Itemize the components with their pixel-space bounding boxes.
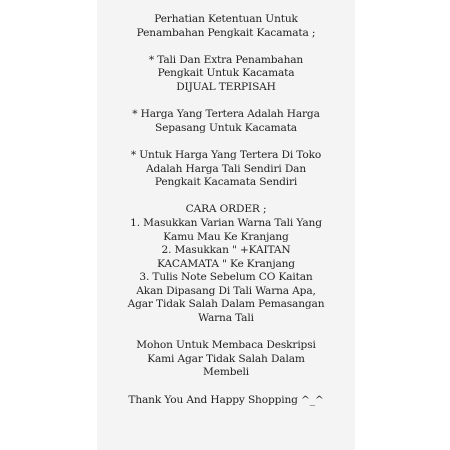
notice-paragraph-sold-separately bbox=[97, 54, 355, 95]
notice-text bbox=[97, 13, 355, 407]
notice-line: Pengkait Untuk Kacamata bbox=[157, 67, 295, 80]
notice-line: * Harga Yang Tertera Adalah Harga bbox=[132, 108, 320, 121]
paragraph-gap bbox=[97, 190, 355, 204]
notice-line: 1. Masukkan Varian Warna Tali Yang bbox=[130, 216, 322, 229]
notice-line: * Tali Dan Extra Penambahan bbox=[148, 53, 304, 66]
notice-line: Pengkait Kacamata Sendiri bbox=[154, 176, 298, 189]
notice-line: Warna Tali bbox=[198, 312, 254, 325]
notice-paragraph-store-price bbox=[97, 149, 355, 190]
notice-panel bbox=[97, 0, 355, 450]
notice-line: Perhatian Ketentuan Untuk bbox=[154, 13, 298, 25]
notice-line: Kamu Mau Ke Kranjang bbox=[163, 230, 289, 243]
notice-paragraph-read-description bbox=[97, 339, 355, 380]
notice-line: Thank You And Happy Shopping ^_^ bbox=[128, 393, 324, 406]
notice-paragraph-title bbox=[97, 13, 355, 40]
notice-line: Akan Dipasang Di Tali Warna Apa, bbox=[136, 284, 316, 297]
notice-line: Agar Tidak Salah Dalam Pemasangan bbox=[127, 298, 325, 311]
notice-line: 3. Tulis Note Sebelum CO Kaitan bbox=[139, 271, 313, 284]
paragraph-gap bbox=[97, 95, 355, 109]
notice-line: KACAMATA " Ke Kranjang bbox=[157, 257, 295, 270]
paragraph-gap bbox=[97, 40, 355, 54]
notice-line: Sepasang Untuk Kacamata bbox=[155, 121, 297, 134]
notice-line: Penambahan Pengkait Kacamata ; bbox=[136, 26, 316, 39]
notice-line: Membeli bbox=[203, 366, 249, 379]
notice-line: 2. Masukkan " +KAITAN bbox=[161, 244, 291, 257]
notice-line: Mohon Untuk Membaca Deskripsi bbox=[136, 339, 316, 352]
notice-line: Kami Agar Tidak Salah Dalam bbox=[147, 352, 305, 365]
paragraph-gap bbox=[97, 135, 355, 149]
notice-line: Adalah Harga Tali Sendiri Dan bbox=[145, 162, 307, 175]
notice-paragraph-price-pair bbox=[97, 108, 355, 135]
notice-line: CARA ORDER ; bbox=[185, 203, 267, 216]
notice-line: DIJUAL TERPISAH bbox=[176, 80, 276, 93]
notice-paragraph-thank-you bbox=[97, 394, 355, 408]
notice-line: * Untuk Harga Yang Tertera Di Toko bbox=[130, 148, 322, 161]
right-margin bbox=[355, 0, 450, 450]
paragraph-gap bbox=[97, 326, 355, 340]
paragraph-gap bbox=[97, 380, 355, 394]
notice-paragraph-how-to-order bbox=[97, 203, 355, 325]
left-margin bbox=[0, 0, 97, 450]
